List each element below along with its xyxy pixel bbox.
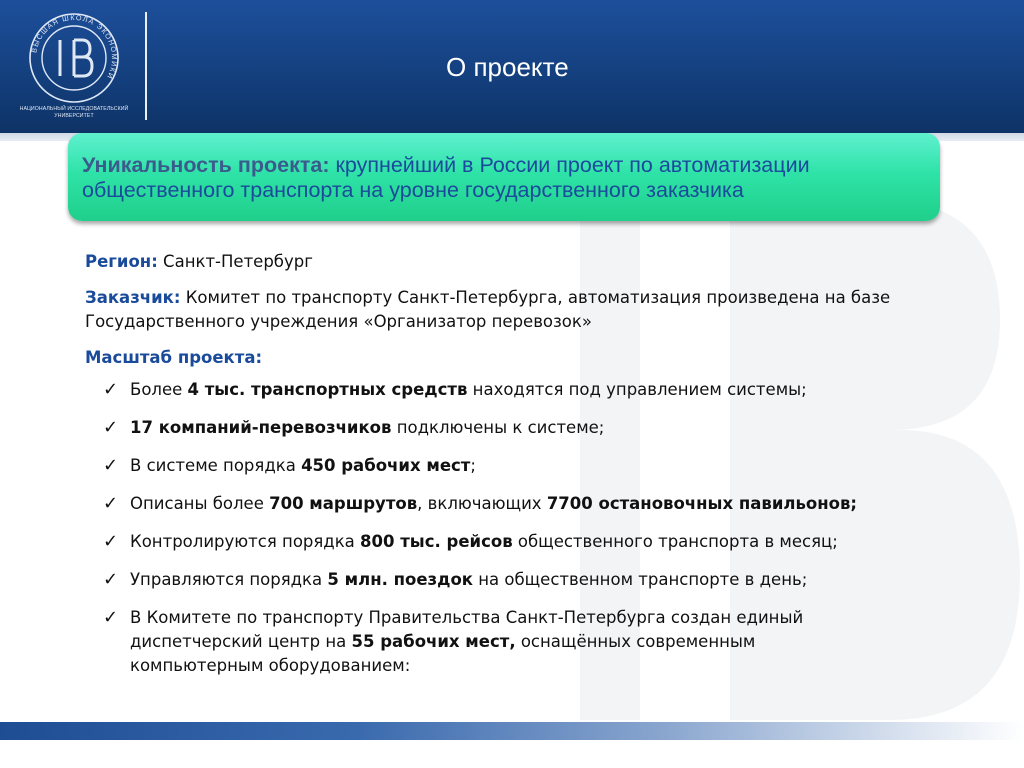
scale-list	[85, 378, 965, 678]
scale-line	[85, 346, 965, 370]
page-title: О проекте	[446, 52, 569, 82]
region-value: Санкт-Петербург	[157, 252, 313, 271]
hse-logo	[14, 10, 134, 125]
check-icon: ✓	[103, 493, 119, 514]
hse-emblem-icon	[14, 10, 134, 105]
check-icon: ✓	[103, 455, 119, 476]
callout-body: крупнейший в России проект по автоматизации общественного транспорта на уровне государственного заказчика	[82, 153, 810, 202]
check-icon: ✓	[103, 417, 119, 438]
project-details	[85, 250, 965, 692]
check-icon: ✓	[103, 569, 119, 590]
list-item: ✓ В системе порядка 450 рабочих мест;	[103, 455, 476, 476]
uniqueness-callout	[68, 133, 940, 221]
list-item: ✓ Более 4 тыс. транспортных средств находятся под управлением системы;	[103, 379, 807, 400]
footer-bar	[0, 722, 1024, 740]
list-item: ✓ Управляются порядка 5 млн. поездок на общественном транспорте в день;	[103, 569, 808, 590]
customer-label: Заказчик:	[85, 288, 181, 307]
check-icon: ✓	[103, 379, 119, 400]
list-item: ✓ В Комитете по транспорту Правительства Санкт-Петербурга создан единый диспетчерский центр на 55 рабочих мест, оснащённых современным компьютерным оборудованием:	[103, 607, 804, 675]
list-item: ✓ 17 компаний-перевозчиков подключены к системе;	[103, 417, 605, 438]
check-icon: ✓	[103, 531, 119, 552]
list-item: ✓ Описаны более 700 маршрутов, включающих 7700 остановочных павильонов;	[103, 493, 858, 514]
header-divider	[145, 12, 147, 120]
check-icon: ✓	[103, 607, 119, 628]
customer-value: Комитет по транспорту Санкт-Петербурга, автоматизация произведена на базе Государственного учреждения «Организатор перевозок»	[85, 288, 891, 331]
region-line	[85, 250, 965, 274]
callout-text	[82, 153, 932, 203]
svg-text:ВЫСШАЯ ШКОЛА ЭКОНОМИКИ: ВЫСШАЯ ШКОЛА ЭКОНОМИКИ	[29, 12, 120, 82]
logo-subtitle: НАЦИОНАЛЬНЫЙ ИССЛЕДОВАТЕЛЬСКИЙ УНИВЕРСИТЕТ	[19, 106, 129, 119]
region-label: Регион:	[85, 252, 158, 271]
callout-label: Уникальность проекта:	[82, 153, 330, 177]
header-band	[0, 0, 1024, 133]
list-item: ✓ Контролируются порядка 800 тыс. рейсов общественного транспорта в месяц;	[103, 531, 838, 552]
customer-line	[85, 286, 965, 334]
scale-label: Масштаб проекта:	[85, 348, 263, 367]
